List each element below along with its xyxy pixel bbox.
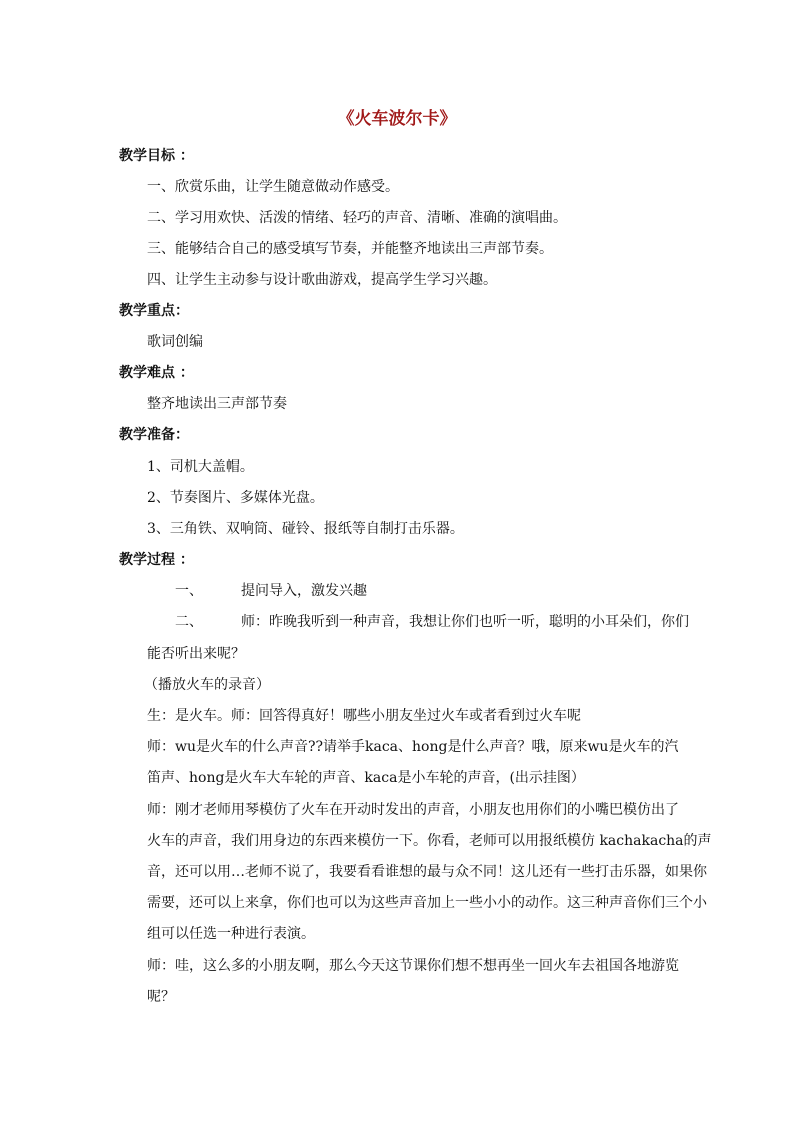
paragraph-line: 需要，还可以上来拿，你们也可以为这些声音加上一些小小的动作。这三种声音你们三个小 [147,895,707,911]
paragraph-line: 师：哇，这么多的小朋友啊，那么今天这节课你们想不想再坐一回火车去祖国各地游览 [147,958,679,974]
prep-item-2: 2、节奏图片、多媒体光盘。 [147,490,324,506]
step-text: 师：昨晚我听到一种声音，我想让你们也听一听，聪明的小耳朵们，你们 [241,614,689,630]
paragraph-line: 呢？ [147,989,175,1005]
key-points-text: 歌词创编 [147,334,203,350]
step-text: 提问导入，激发兴趣 [241,583,367,599]
goal-item-2: 二、学习用欢快、活泼的情绪、轻巧的声音、清晰、准确的演唱曲。 [147,210,567,226]
paragraph-line: 火车的声音，我们用身边的东西来模仿一下。你看，老师可以用报纸模仿 kachakacha的声 [147,833,712,849]
difficulty-heading: 教学难点 ： [119,365,194,381]
prep-item-1: 1、司机大盖帽。 [147,459,254,475]
process-step-2 [175,612,689,632]
difficulty-text: 整齐地读出三声部节奏 [147,396,287,412]
paragraph-line: 师：刚才老师用琴模仿了火车在开动时发出的声音，小朋友也用你们的小嘴巴模仿出了 [147,802,679,818]
paragraph-line: 能否听出来呢？ [147,646,245,662]
paragraph-line: 生：是火车。师：回答得真好！哪些小朋友坐过火车或者看到过火车呢 [147,708,581,724]
goal-item-1: 一、欣赏乐曲，让学生随意做动作感受。 [147,179,399,195]
paragraph-line: 笛声、hong是火车大车轮的声音、kaca是小车轮的声音，(出示挂图） [147,770,585,786]
paragraph-line: （播放火车的录音） [144,677,270,693]
step-number: 一、 [175,583,203,599]
process-heading: 教学过程 ： [119,552,194,568]
preparation-heading: 教学准备： [119,427,189,443]
goal-item-4: 四、让学生主动参与设计歌曲游戏，提高学生学习兴趣。 [147,272,497,288]
prep-item-3: 3、三角铁、双响筒、碰铃、报纸等自制打击乐器。 [147,521,464,537]
key-points-heading: 教学重点： [119,303,189,319]
process-step-1 [175,581,367,601]
paragraph-line: 音，还可以用…老师不说了，我要看看谁想的最与众不同！这儿还有一些打击乐器，如果你 [147,864,707,880]
document-title: 《火车波尔卡》 [337,109,457,129]
goal-item-3: 三、能够结合自己的感受填写节奏，并能整齐地读出三声部节奏。 [147,241,553,257]
paragraph-line: 师：wu是火车的什么声音??请举手kaca、hong是什么声音？哦，原来wu是火车的汽 [147,739,679,755]
paragraph-line: 组可以任选一种进行表演。 [147,926,315,942]
step-number: 二、 [175,614,203,630]
goals-heading: 教学目标 ： [119,148,194,164]
